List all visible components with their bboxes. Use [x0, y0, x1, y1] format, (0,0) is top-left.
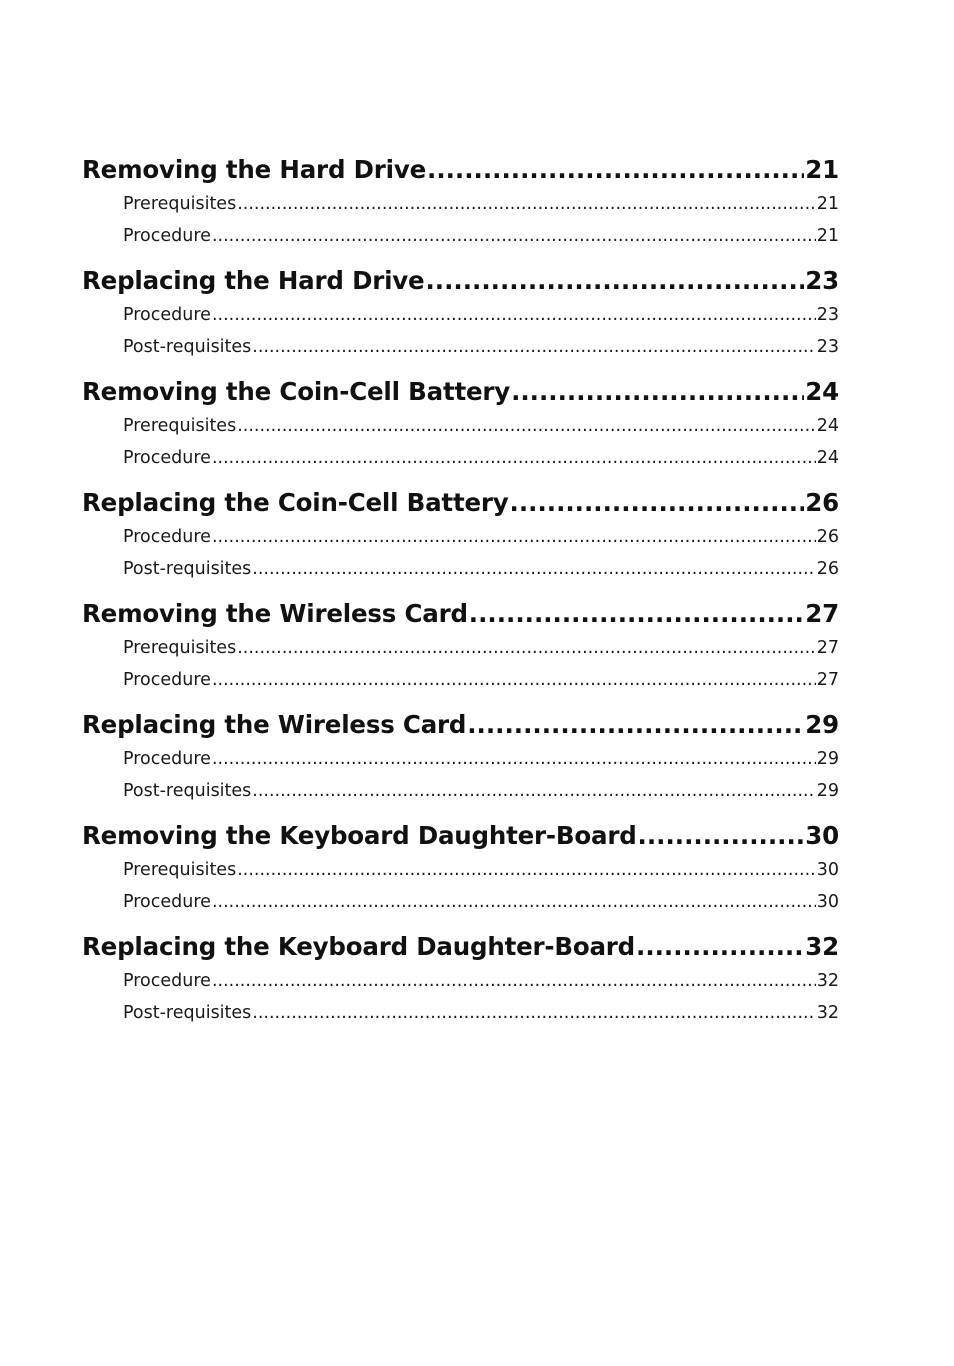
toc-entry-page: 27: [805, 599, 839, 628]
toc-subentry-title: Procedure: [123, 892, 211, 912]
toc-entry-sub[interactable]: [82, 331, 839, 363]
dot-leader: [425, 266, 804, 295]
toc-subentry-page: 32: [816, 1003, 839, 1023]
dot-leader: [636, 932, 804, 961]
toc-entry-page: 23: [805, 266, 839, 295]
dot-leader: [212, 442, 816, 474]
toc-entry-title: Removing the Wireless Card: [82, 599, 468, 628]
toc-section: [82, 377, 839, 474]
toc-subentry-page: 26: [816, 559, 839, 579]
toc-subentry-page: 30: [816, 892, 839, 912]
toc-entry-sub[interactable]: [82, 775, 839, 807]
toc-subentry-page: 29: [816, 749, 839, 769]
toc-entry-main[interactable]: [82, 710, 839, 742]
toc-entry-page: 29: [805, 710, 839, 739]
toc-subentry-page: 29: [816, 781, 839, 801]
dot-leader: [237, 410, 816, 442]
toc-entry-sub[interactable]: [82, 997, 839, 1029]
toc-subentry-title: Prerequisites: [123, 194, 237, 214]
toc-entry-sub[interactable]: [82, 442, 839, 474]
dot-leader: [212, 664, 816, 696]
toc-entry-title: Replacing the Hard Drive: [82, 266, 425, 295]
toc-section: [82, 266, 839, 363]
toc-subentry-title: Procedure: [123, 749, 211, 769]
toc-entry-main[interactable]: [82, 155, 839, 187]
toc-subentry-page: 24: [816, 416, 839, 436]
toc-subentry-page: 24: [816, 448, 839, 468]
toc-section: [82, 488, 839, 585]
toc-entry-sub[interactable]: [82, 965, 839, 997]
toc-subentry-title: Procedure: [123, 971, 211, 991]
toc-subentry-page: 21: [816, 194, 839, 214]
table-of-contents: [82, 155, 839, 1043]
dot-leader: [212, 220, 816, 252]
dot-leader: [469, 599, 805, 628]
toc-subentry-title: Post-requisites: [123, 559, 252, 579]
toc-entry-title: Replacing the Wireless Card: [82, 710, 467, 739]
dot-leader: [252, 553, 815, 585]
toc-section: [82, 710, 839, 807]
toc-entry-title: Replacing the Keyboard Daughter-Board: [82, 932, 636, 961]
toc-subentry-page: 32: [816, 971, 839, 991]
dot-leader: [237, 632, 816, 664]
toc-subentry-title: Procedure: [123, 305, 211, 325]
toc-entry-page: 30: [805, 821, 839, 850]
toc-entry-main[interactable]: [82, 599, 839, 631]
dot-leader: [252, 331, 815, 363]
toc-entry-main[interactable]: [82, 488, 839, 520]
toc-entry-page: 32: [805, 932, 839, 961]
toc-entry-sub[interactable]: [82, 886, 839, 918]
toc-subentry-page: 30: [816, 860, 839, 880]
toc-subentry-page: 23: [816, 337, 839, 357]
toc-subentry-title: Post-requisites: [123, 337, 252, 357]
toc-entry-page: 21: [805, 155, 839, 184]
dot-leader: [212, 886, 816, 918]
dot-leader: [427, 155, 804, 184]
toc-entry-sub[interactable]: [82, 854, 839, 886]
toc-subentry-page: 27: [816, 670, 839, 690]
dot-leader: [212, 965, 816, 997]
toc-entry-page: 24: [805, 377, 839, 406]
toc-section: [82, 599, 839, 696]
toc-subentry-page: 21: [816, 226, 839, 246]
toc-entry-title: Replacing the Coin-Cell Battery: [82, 488, 509, 517]
dot-leader: [252, 997, 815, 1029]
toc-subentry-page: 23: [816, 305, 839, 325]
toc-entry-sub[interactable]: [82, 632, 839, 664]
toc-entry-sub[interactable]: [82, 743, 839, 775]
toc-subentry-page: 26: [816, 527, 839, 547]
dot-leader: [212, 521, 816, 553]
toc-subentry-title: Post-requisites: [123, 1003, 252, 1023]
toc-section: [82, 155, 839, 252]
dot-leader: [212, 299, 816, 331]
toc-entry-main[interactable]: [82, 821, 839, 853]
dot-leader: [237, 854, 816, 886]
toc-subentry-title: Procedure: [123, 670, 211, 690]
toc-entry-sub[interactable]: [82, 220, 839, 252]
dot-leader: [252, 775, 815, 807]
toc-subentry-title: Prerequisites: [123, 860, 237, 880]
dot-leader: [638, 821, 805, 850]
toc-entry-main[interactable]: [82, 932, 839, 964]
toc-section: [82, 821, 839, 918]
toc-subentry-title: Procedure: [123, 448, 211, 468]
toc-entry-title: Removing the Hard Drive: [82, 155, 427, 184]
dot-leader: [237, 188, 816, 220]
toc-entry-sub[interactable]: [82, 521, 839, 553]
toc-entry-sub[interactable]: [82, 299, 839, 331]
dot-leader: [510, 488, 805, 517]
toc-entry-title: Removing the Coin-Cell Battery: [82, 377, 511, 406]
toc-subentry-title: Prerequisites: [123, 416, 237, 436]
dot-leader: [511, 377, 804, 406]
toc-subentry-title: Prerequisites: [123, 638, 237, 658]
toc-entry-main[interactable]: [82, 266, 839, 298]
dot-leader: [212, 743, 816, 775]
toc-entry-sub[interactable]: [82, 188, 839, 220]
toc-subentry-page: 27: [816, 638, 839, 658]
toc-entry-sub[interactable]: [82, 553, 839, 585]
toc-subentry-title: Procedure: [123, 226, 211, 246]
toc-entry-title: Removing the Keyboard Daughter-Board: [82, 821, 637, 850]
toc-entry-main[interactable]: [82, 377, 839, 409]
toc-subentry-title: Procedure: [123, 527, 211, 547]
toc-entry-sub[interactable]: [82, 410, 839, 442]
toc-entry-page: 26: [805, 488, 839, 517]
toc-subentry-title: Post-requisites: [123, 781, 252, 801]
toc-entry-sub[interactable]: [82, 664, 839, 696]
toc-section: [82, 932, 839, 1029]
dot-leader: [467, 710, 804, 739]
